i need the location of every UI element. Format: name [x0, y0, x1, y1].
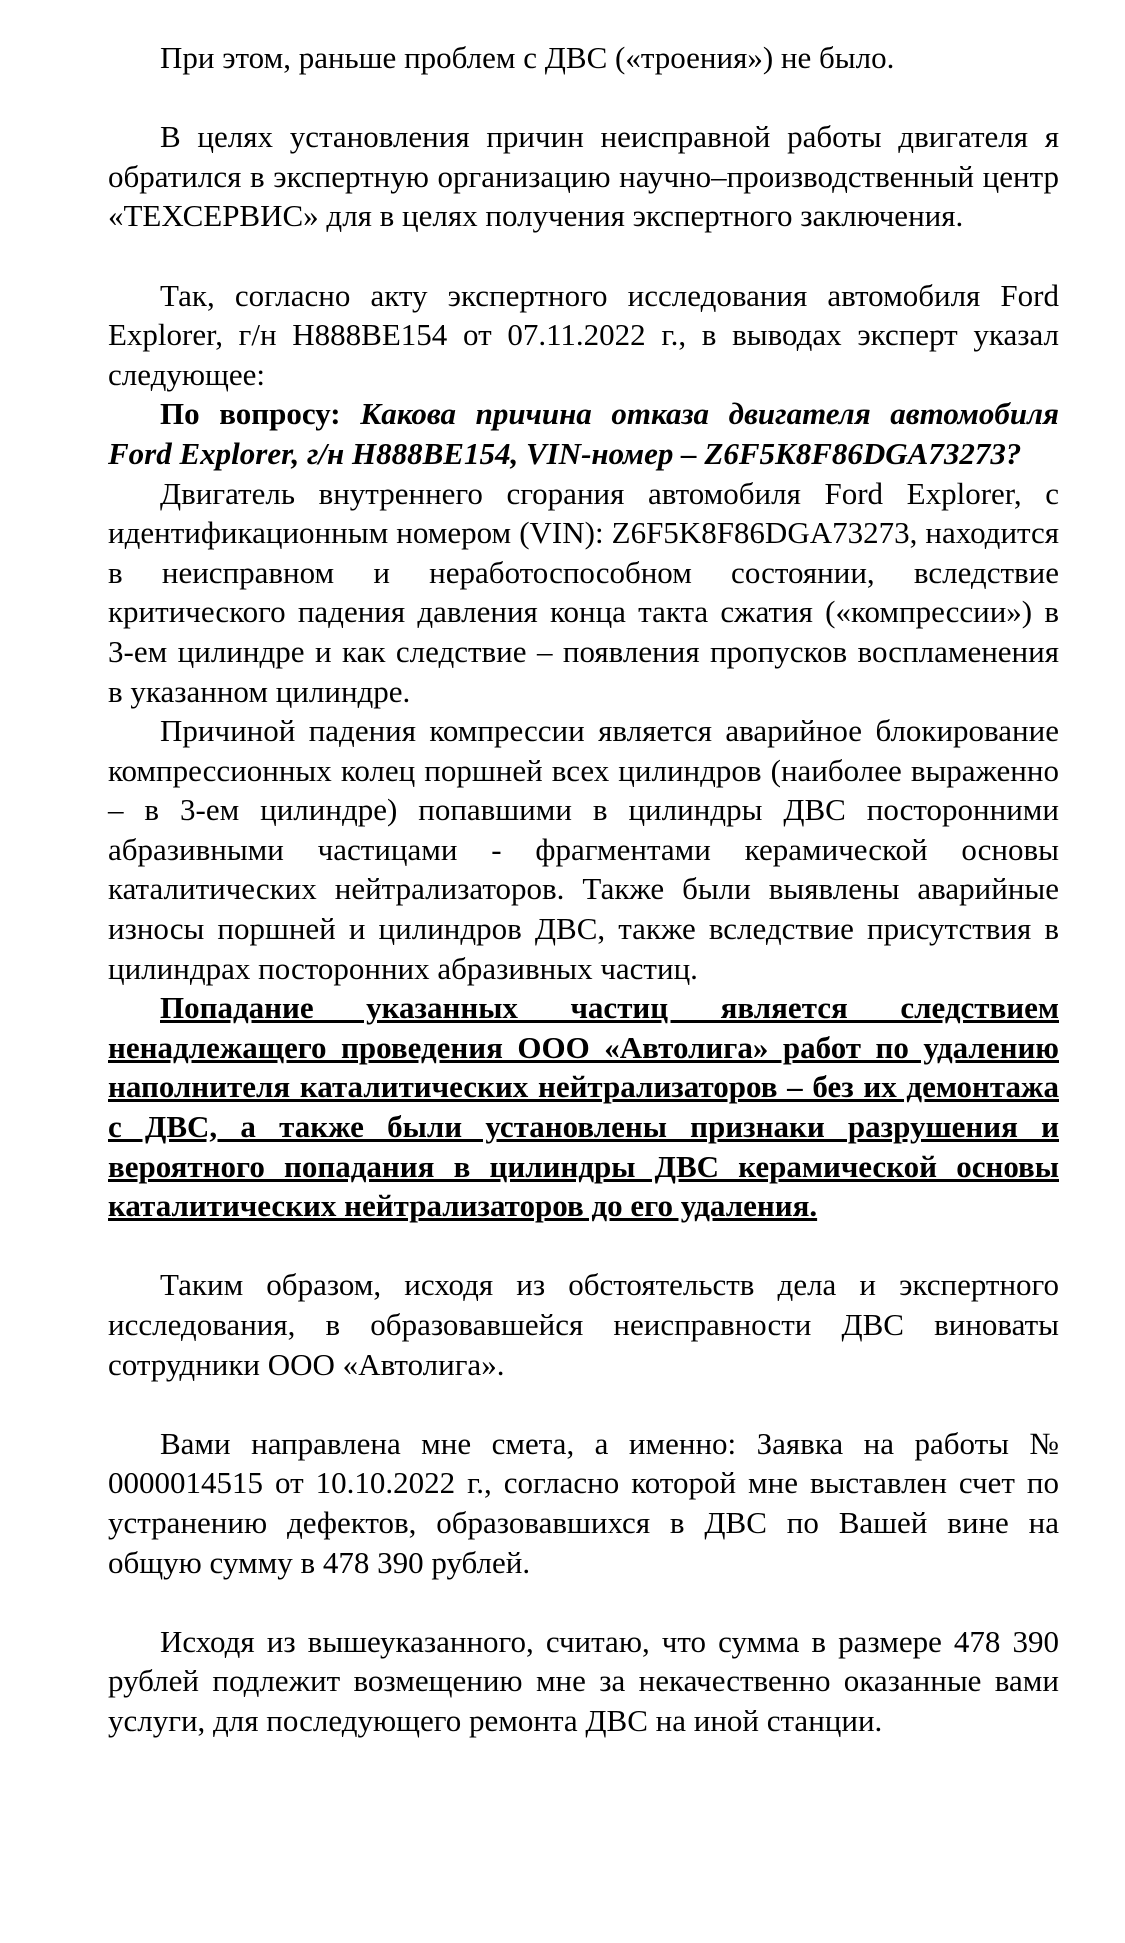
paragraph-claim: Исходя из вышеуказанного, считаю, что сумма в размере 478 390 рублей подлежит возмещению мне за некачественно оказанные вами услуги, для последующего ремонта ДВС на иной станции.	[108, 1623, 1059, 1738]
paragraph-expert-act: Так, согласно акту экспертного исследования автомобиля Ford Explorer, г/н Н888ВЕ154 от 07.11.2022 г., в выводах эксперт указал следующее:	[108, 277, 1059, 392]
paragraph-estimate: Вами направлена мне смета, а именно: Заявка на работы № 0000014515 от 10.10.2022 г., согласно которой мне выставлен счет по устранению дефектов, образовавшихся в ДВС по Вашей вине на общую сумму в 478 390 рублей.	[108, 1425, 1059, 1580]
paragraph-no-prior-problems: При этом, раньше проблем с ДВС («троения») не было.	[160, 40, 895, 75]
paragraph-guilt: Таким образом, исходя из обстоятельств дела и экспертного исследования, в образовавшейся неисправности ДВС виноваты сотрудники ООО «Автолига».	[108, 1267, 1059, 1382]
question-text: Какова причина отказа двигателя автомобиля Ford Explorer, г/н Н888ВЕ154, VIN-номер – Z6F5K8F86DGA73273?	[108, 396, 1059, 471]
expert-answer-cause: Причиной падения компрессии является аварийное блокирование компрессионных колец поршней всех цилиндров (наиболее выраженно – в 3-ем цилиндре) попавшими в цилиндры ДВС посторонними абразивными частицами - фрагментами керамической основы каталитических нейтрализаторов. Также были выявлены аварийные износы поршней и цилиндров ДВС, также вследствие присутствия в цилиндрах посторонних абразивных частиц.	[108, 713, 1059, 986]
expert-answer-engine-state: Двигатель внутреннего сгорания автомобиля Ford Explorer, с идентификационным номером (VIN): Z6F5K8F86DGA73273, находится в неисправном и неработоспособном состоянии, вследствие критического падения давления конца такта сжатия («компрессии») в 3-ем цилиндре и как следствие – появления пропусков воспламенения в указанном цилиндре.	[108, 475, 1059, 709]
expert-question	[108, 394, 1059, 473]
paragraph-expert-appeal: В целях установления причин неисправной работы двигателя я обратился в экспертную организацию научно–производственный центр «ТЕХСЕРВИС» для в целях получения экспертного заключения.	[108, 119, 1059, 234]
question-label: По вопросу:	[160, 396, 341, 432]
expert-answer-conclusion: Попадание указанных частиц является следствием ненадлежащего проведения ООО «Автолига» работ по удалению наполнителя каталитических нейтрализаторов – без их демонтажа с ДВС, а также были установлены признаки разрушения и вероятного попадания в цилиндры ДВС керамической основы каталитических нейтрализаторов до его удаления.	[108, 990, 1059, 1224]
